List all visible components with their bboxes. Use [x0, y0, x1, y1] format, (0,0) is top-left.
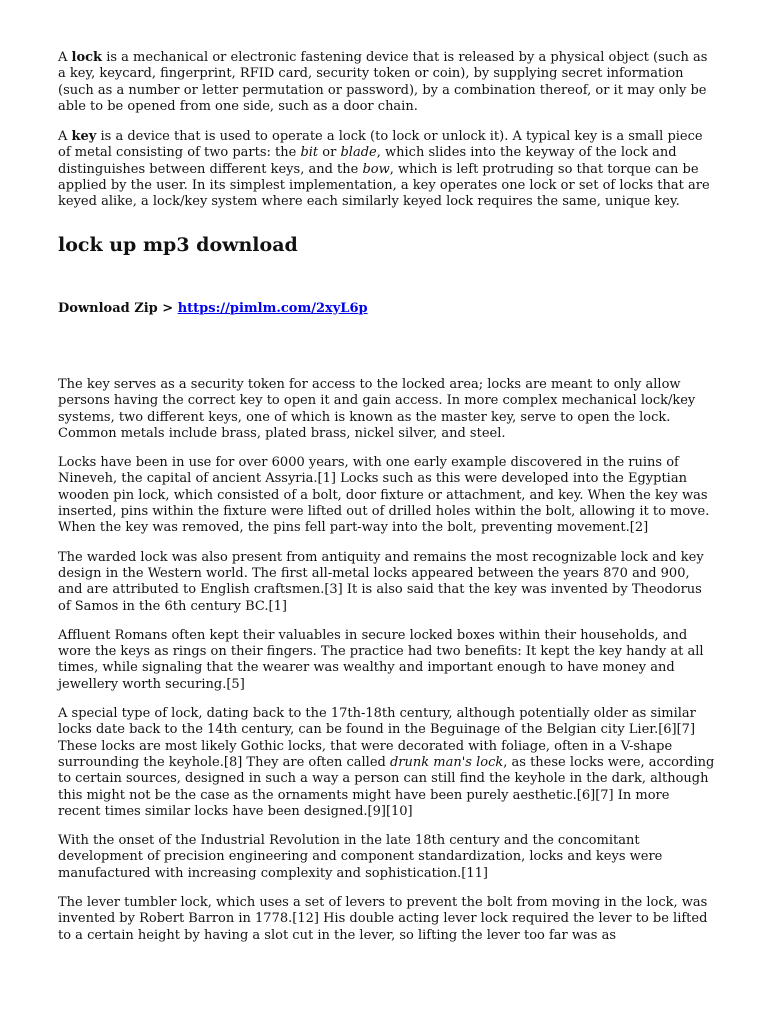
- body-paragraph-4: Affluent Romans often kept their valuables in secure locked boxes within their households, and wore the keys as rings on their fingers. The practice had two benefits: It kept the key handy at all times, while signaling that the wearer was wealthy and important enough to have money and jewellery worth securing.[5]: [58, 627, 704, 692]
- term-bit: bit: [300, 145, 319, 161]
- text-segment: A: [58, 50, 72, 65]
- text-segment: , as these locks were, according to certain sources, designed in such a way a person can still find the keyhole in the dark, although this might not be the case as the ornaments might have been purely aesthetic.[6][7] In more recent times similar locks have been designed.[9][10]: [58, 754, 715, 819]
- text-segment: A special type of lock, dating back to the 17th-18th century, although potentially older as similar locks date back to the 14th century, can be found in the Beguinage of the Belgian city Lier.[6][7] These locks are most likely Gothic locks, that were decorated with foliage, often in a V-shape surrounding the keyhole.[8] They are often called: [58, 706, 696, 770]
- term-blade: blade: [340, 145, 377, 161]
- term-bow: bow: [362, 161, 390, 177]
- text-segment: , which is left protruding so that torque can be applied by the user. In its simplest implementation, a key operates one lock or set of locks that are keyed alike, a lock/key system where each similarly keyed lock requires the same, unique key.: [58, 161, 710, 210]
- text-segment: , which slides into the keyway of the lock and distinguishes between different keys, and the: [58, 145, 677, 177]
- body-paragraph-5: [58, 706, 716, 820]
- intro-paragraph-key: [58, 129, 716, 210]
- download-line: [58, 301, 716, 317]
- term-drunk-mans-lock: drunk man's lock: [389, 754, 504, 770]
- intro-paragraph-lock: [58, 50, 716, 115]
- body-paragraph-6: With the onset of the Industrial Revolution in the late 18th century and the concomitant development of precision engineering and component standardization, locks and keys were manufactured with increasing complexity and sophistication.[11]: [58, 833, 663, 881]
- term-key: key: [71, 129, 97, 145]
- body-paragraph-7: The lever tumbler lock, which uses a set of levers to prevent the bolt from moving in the lock, was invented by Robert Barron in 1778.[12] His double acting lever lock required the lever to be lifted to a certain height by having a slot cut in the lever, so lifting the lever too far was as: [58, 894, 708, 943]
- text-segment: A: [58, 129, 72, 145]
- body-paragraph-1: The key serves as a security token for access to the locked area; locks are meant to only allow persons having the correct key to open it and gain access. In more complex mechanical lock/key systems, two different keys, one of which is known as the master key, serve to open the lock. Common metals include brass, plated brass, nickel silver, and steel.: [58, 376, 696, 441]
- download-link[interactable]: https://pimlm.com/2xyL6p: [177, 300, 368, 316]
- text-segment: is a mechanical or electronic fastening device that is released by a physical object (such as a key, keycard, fingerprint, RFID card, security token or coin), by supplying secret information (such as a number or letter permutation or password), by a combination thereof, or it may only be able to be opened from one side, such as a door chain.: [58, 50, 708, 114]
- body-paragraph-3: The warded lock was also present from antiquity and remains the most recognizable lock and key design in the Western world. The first all-metal locks appeared between the years 870 and 900, and are attributed to English craftsmen.[3] It is also said that the key was invented by Theodorus of Samos in the 6th century BC.[1]: [58, 549, 704, 614]
- term-lock: lock: [71, 50, 103, 65]
- page-title: lock up mp3 download: [58, 233, 298, 256]
- text-segment: is a device that is used to operate a lock (to lock or unlock it). A typical key is a small piece of metal consisting of two parts: the: [58, 129, 703, 161]
- document-page: [58, 50, 716, 957]
- text-segment: or: [318, 145, 341, 161]
- article-body: [58, 377, 716, 944]
- download-label: Download Zip >: [58, 300, 178, 316]
- body-paragraph-2: Locks have been in use for over 6000 years, with one early example discovered in the ruins of Nineveh, the capital of ancient Assyria.[1] Locks such as this were developed into the Egyptian wooden pin lock, which consisted of a bolt, door fixture or attachment, and key. When the key was inserted, pins within the fixture were lifted out of drilled holes within the bolt, allowing it to move. When the key was removed, the pins fell part-way into the bolt, preventing movement.[2]: [58, 455, 710, 536]
